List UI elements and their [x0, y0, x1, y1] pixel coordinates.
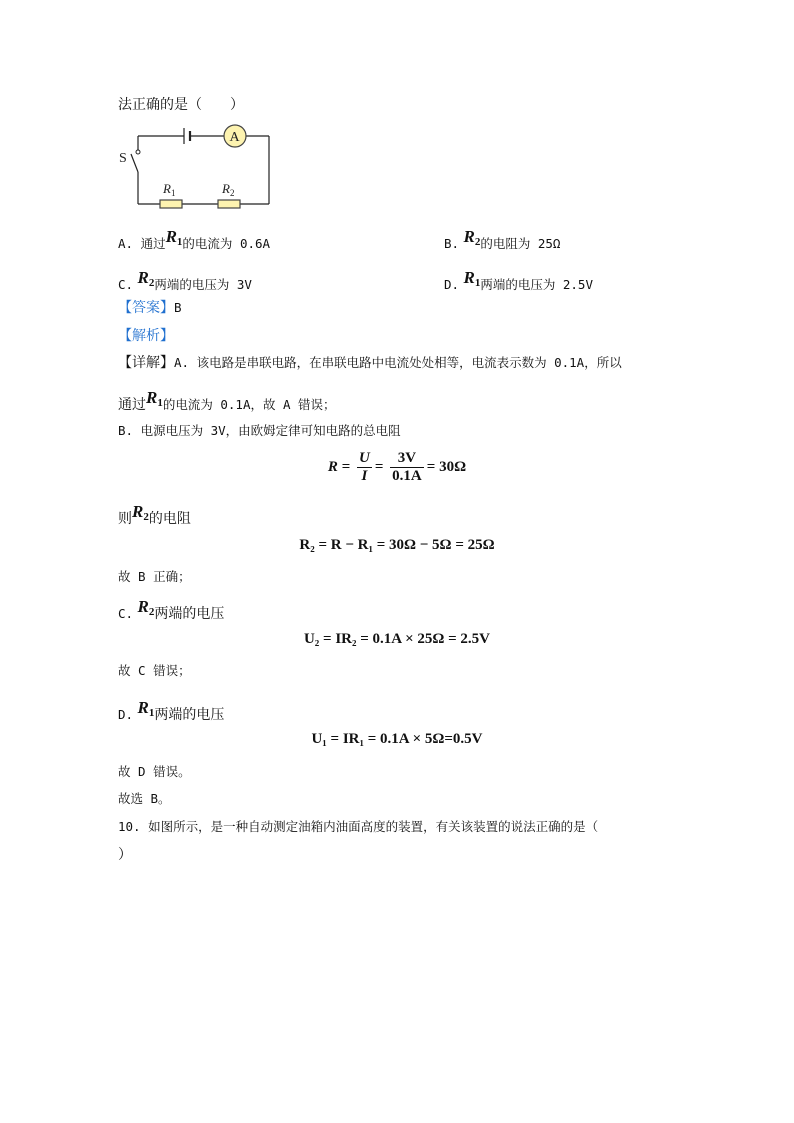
- equation-u2: U₂ = IR₂ = 0.1A × 25Ω = 2.5V: [303, 631, 491, 647]
- resistor-r1: [160, 200, 182, 208]
- resistor-r2: [218, 200, 240, 208]
- detail-line-3: B. 电源电压为 3V，由欧姆定律可知电路的总电阻: [118, 423, 401, 438]
- detail-line-5: 故 B 正确；: [118, 569, 191, 584]
- r2-label: $R_2$: [222, 181, 235, 198]
- answer-line: [118, 298, 182, 318]
- next-question-line-1: 10. 如图所示，是一种自动测定油箱内油面高度的装置，有关该装置的说法正确的是（: [118, 819, 599, 834]
- answer-label: 【答案】: [118, 300, 174, 316]
- detail-line-7: 故 C 错误；: [118, 663, 191, 678]
- detail-line-1: 【详解】A. 该电路是串联电路，在串联电路中电流处处相等，电流表示数为 0.1A，所以: [118, 355, 622, 371]
- answer-value: B: [174, 300, 182, 315]
- detail-line-2: 通过$R_1$的电流为 0.1A，故 A 错误；: [118, 388, 336, 413]
- switch-label: S: [119, 151, 127, 166]
- circuit-diagram: [118, 122, 278, 212]
- detail-line-10: 故选 B。: [118, 791, 171, 806]
- question-tail: 法正确的是（ ）: [118, 97, 244, 113]
- option-b: B. $R_2$的电阻为 25Ω: [444, 227, 561, 251]
- detail-line-8: D. $R_1$两端的电压: [118, 698, 225, 723]
- option-c: C. $R_2$两端的电压为 3V: [118, 268, 252, 292]
- detail-line-6: C. $R_2$两端的电压: [118, 597, 225, 622]
- equation-total-resistance: R = $\frac{U}{I}$ = $\frac{3V}{0.1A}$ = 30Ω: [327, 450, 467, 484]
- next-question-line-2: ）: [118, 847, 132, 863]
- ammeter-symbol: [224, 125, 246, 147]
- ammeter-label: A: [229, 130, 240, 145]
- equation-u1: U₁ = IR₁ = 0.1A × 5Ω=0.5V: [311, 731, 483, 747]
- detail-label: 【详解】: [118, 355, 174, 371]
- equation-r2: R₂ = R − R₁ = 30Ω − 5Ω = 25Ω: [299, 537, 495, 553]
- analysis-label: 【解析】: [118, 328, 174, 344]
- option-d: D. $R_1$两端的电压为 2.5V: [444, 268, 593, 292]
- switch-contact: [136, 150, 140, 154]
- detail-line-4: 则$R_2$的电阻: [118, 502, 191, 527]
- r1-label: $R_1$: [163, 181, 176, 198]
- battery-symbol: [184, 128, 190, 144]
- option-a: A. 通过$R_1$的电流为 0.6A: [118, 227, 271, 251]
- detail-line-9: 故 D 错误。: [118, 764, 191, 779]
